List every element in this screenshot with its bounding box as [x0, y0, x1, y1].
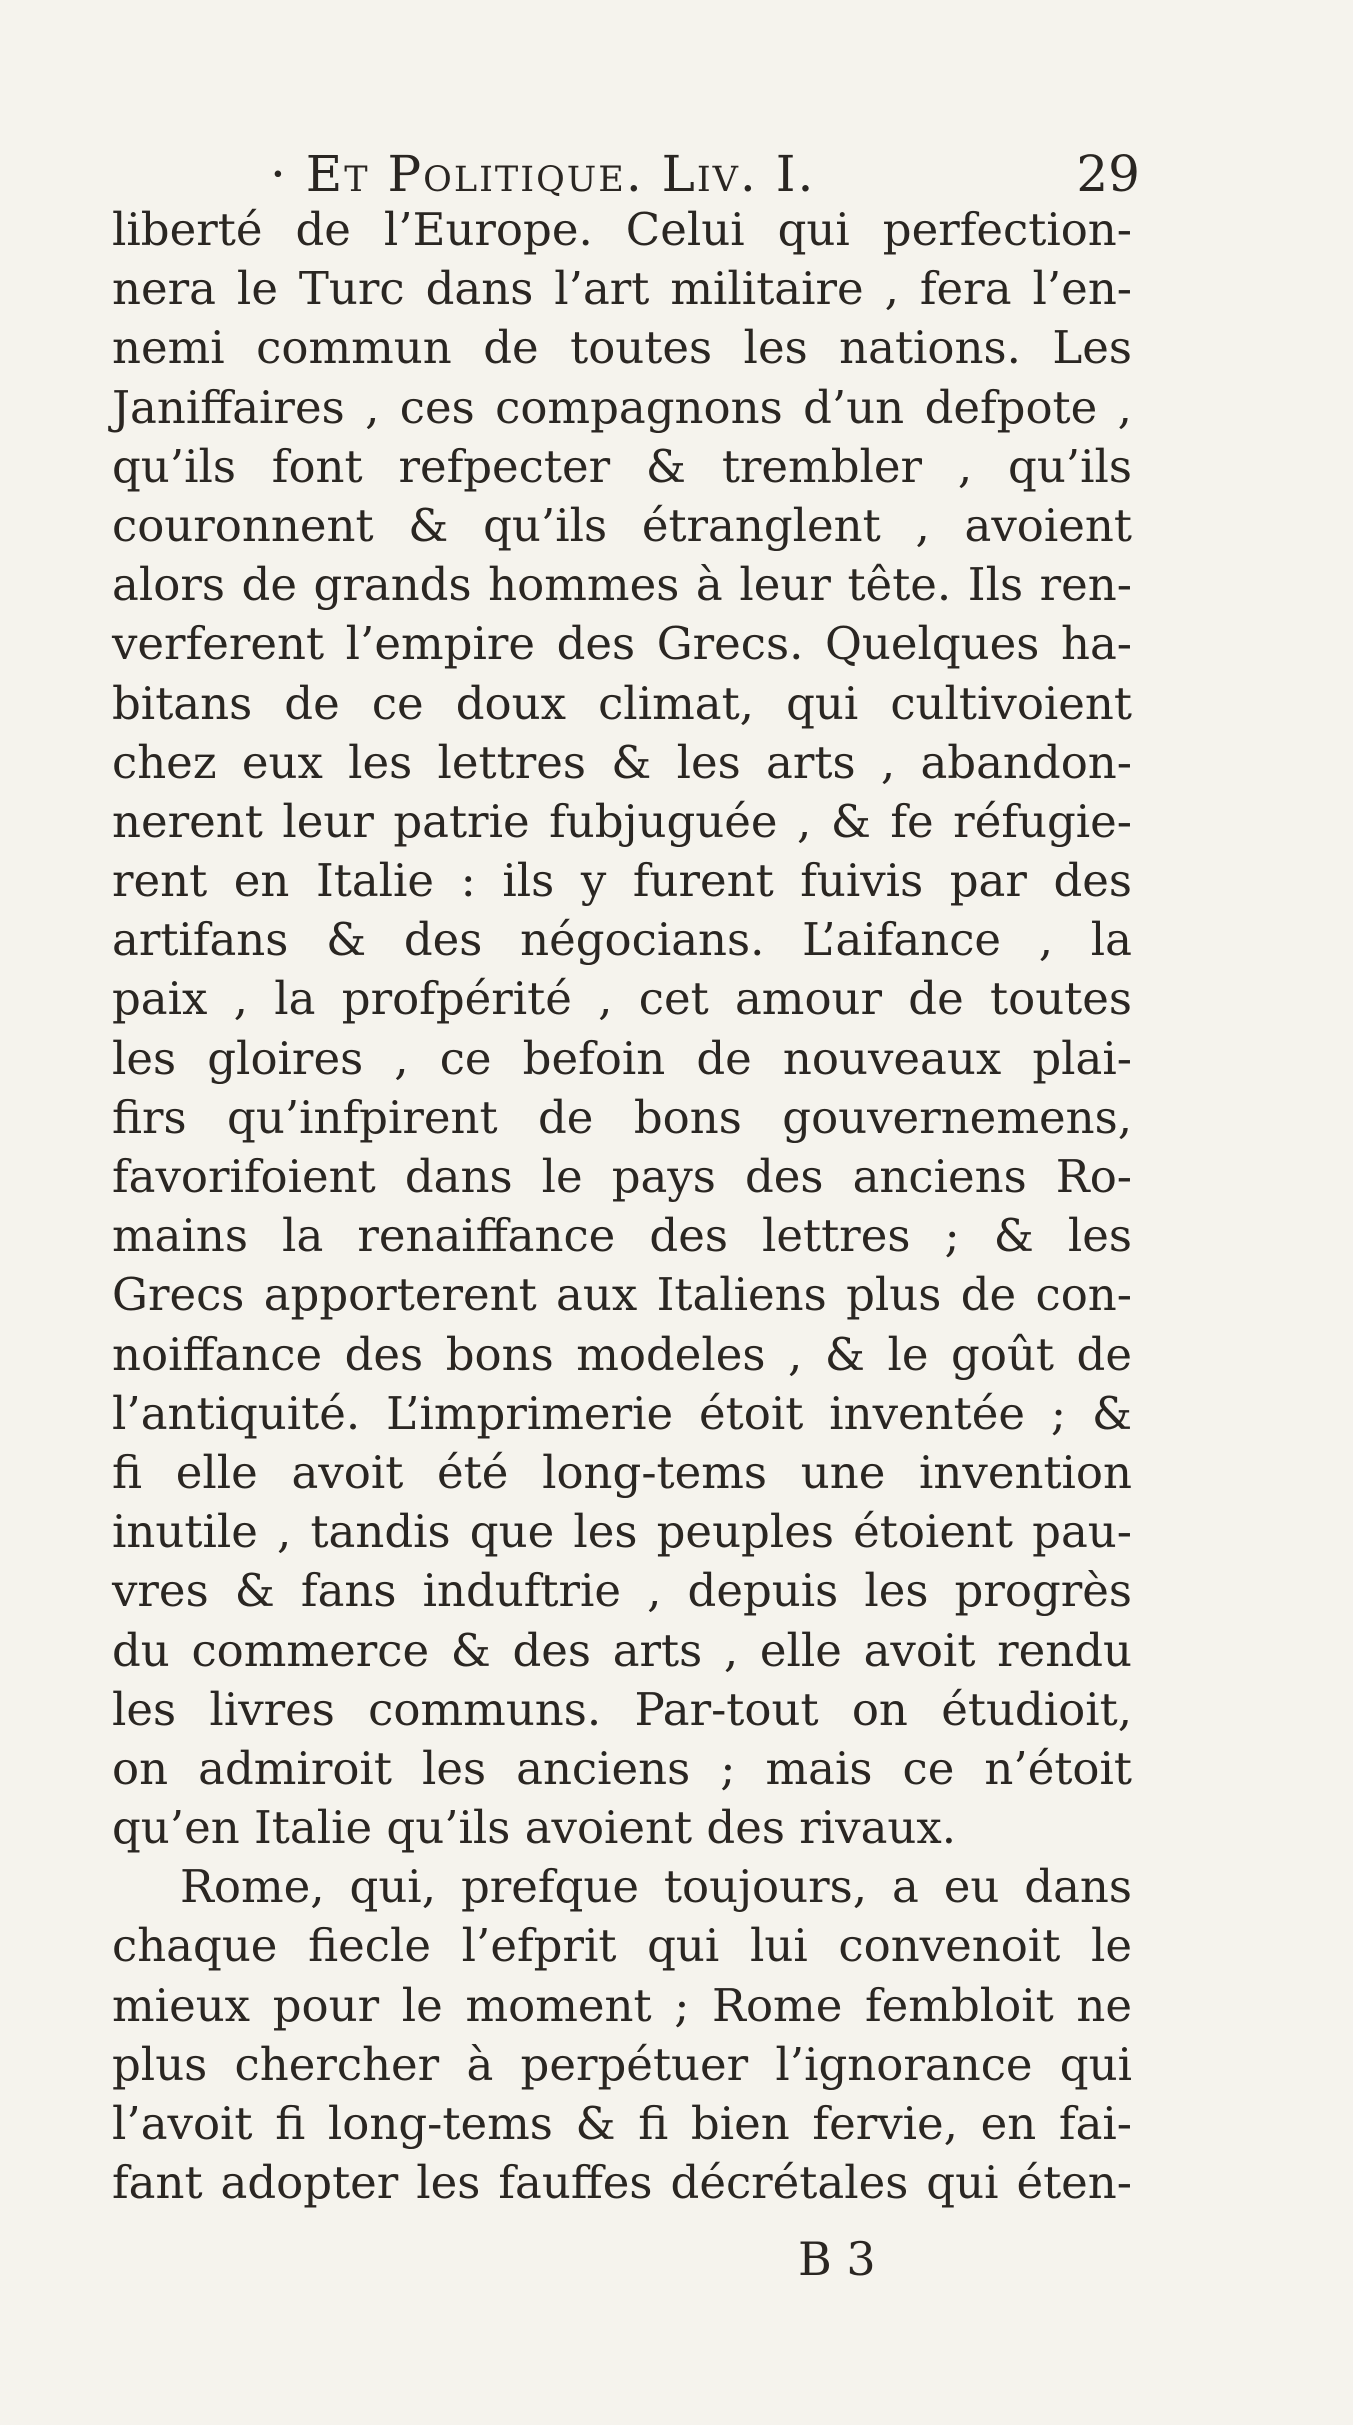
text-line: artifans & des négocians. L’aifance , la	[112, 913, 1132, 967]
text-line: fant adopter les fauffes décrétales qui éten-	[112, 2156, 1132, 2210]
text-line: chez eux les lettres & les arts , abandon-	[112, 735, 1132, 789]
text-line: on admiroit les anciens ; mais ce n’étoit	[112, 1741, 1132, 1795]
text-line: nemi commun de toutes les nations. Les	[112, 321, 1132, 375]
text-line: paix , la profpérité , cet amour de toutes	[112, 972, 1132, 1026]
text-line: noiffance des bons modeles , & le goût de	[112, 1327, 1132, 1381]
text-line: chaque fiecle l’efprit qui lui convenoit le	[112, 1919, 1132, 1973]
text-line: l’avoit fi long-tems & fi bien fervie, en fai-	[112, 2097, 1132, 2150]
text-line: Grecs apporterent aux Italiens plus de con-	[112, 1268, 1132, 1322]
text-line: les livres communs. Par-tout on étudioit,	[112, 1682, 1132, 1736]
text-line: Janiffaires , ces compagnons d’un defpote ,	[112, 380, 1132, 434]
page-header	[270, 145, 1140, 205]
text-line: qu’en Italie qu’ils avoient des rivaux.	[112, 1801, 957, 1855]
text-line: inutile , tandis que les peuples étoient pau-	[112, 1505, 1132, 1559]
text-line: mieux pour le moment ; Rome fembloit ne	[112, 1978, 1132, 2032]
body-text	[112, 200, 1132, 2212]
text-line: liberté de l’Europe. Celui qui perfection-	[112, 203, 1132, 256]
text-line: rent en Italie : ils y furent fuivis par des	[112, 854, 1132, 908]
running-title: · Et Politique. Liv. I.	[270, 145, 816, 203]
text-line: alors de grands hommes à leur tête. Ils ren-	[112, 558, 1132, 612]
text-line: bitans de ce doux climat, qui cultivoient	[112, 676, 1132, 730]
page-number: 29	[1076, 145, 1140, 203]
text-line: du commerce & des arts , elle avoit rendu	[112, 1623, 1132, 1677]
text-line: firs qu’infpirent de bons gouvernemens,	[112, 1090, 1132, 1144]
text-line: l’antiquité. L’imprimerie étoit inventée ; &	[112, 1386, 1132, 1440]
text-line: les gloires , ce befoin de nouveaux plai-	[112, 1031, 1132, 1085]
text-line: plus chercher à perpétuer l’ignorance qui	[112, 2037, 1132, 2091]
text-line: couronnent & qu’ils étranglent , avoient	[112, 498, 1132, 552]
text-line: verferent l’empire des Grecs. Quelques ha-	[112, 617, 1132, 671]
text-line: qu’ils font refpecter & trembler , qu’ils	[112, 439, 1132, 493]
text-line: mains la renaiffance des lettres ; & les	[112, 1209, 1132, 1263]
text-line: vres & fans induftrie , depuis les progrès	[112, 1564, 1132, 1618]
paragraph-start-line: Rome, qui, prefque toujours, a eu dans	[180, 1860, 1132, 1914]
text-line: fi elle avoit été long-tems une invention	[112, 1445, 1132, 1499]
signature-mark: B 3	[798, 2232, 876, 2286]
text-line: nerent leur patrie fubjuguée , & fe réfugie-	[112, 794, 1132, 848]
text-line: nera le Turc dans l’art militaire , fera l’en-	[112, 262, 1132, 316]
text-line: favorifoient dans le pays des anciens Ro-	[112, 1150, 1132, 1203]
